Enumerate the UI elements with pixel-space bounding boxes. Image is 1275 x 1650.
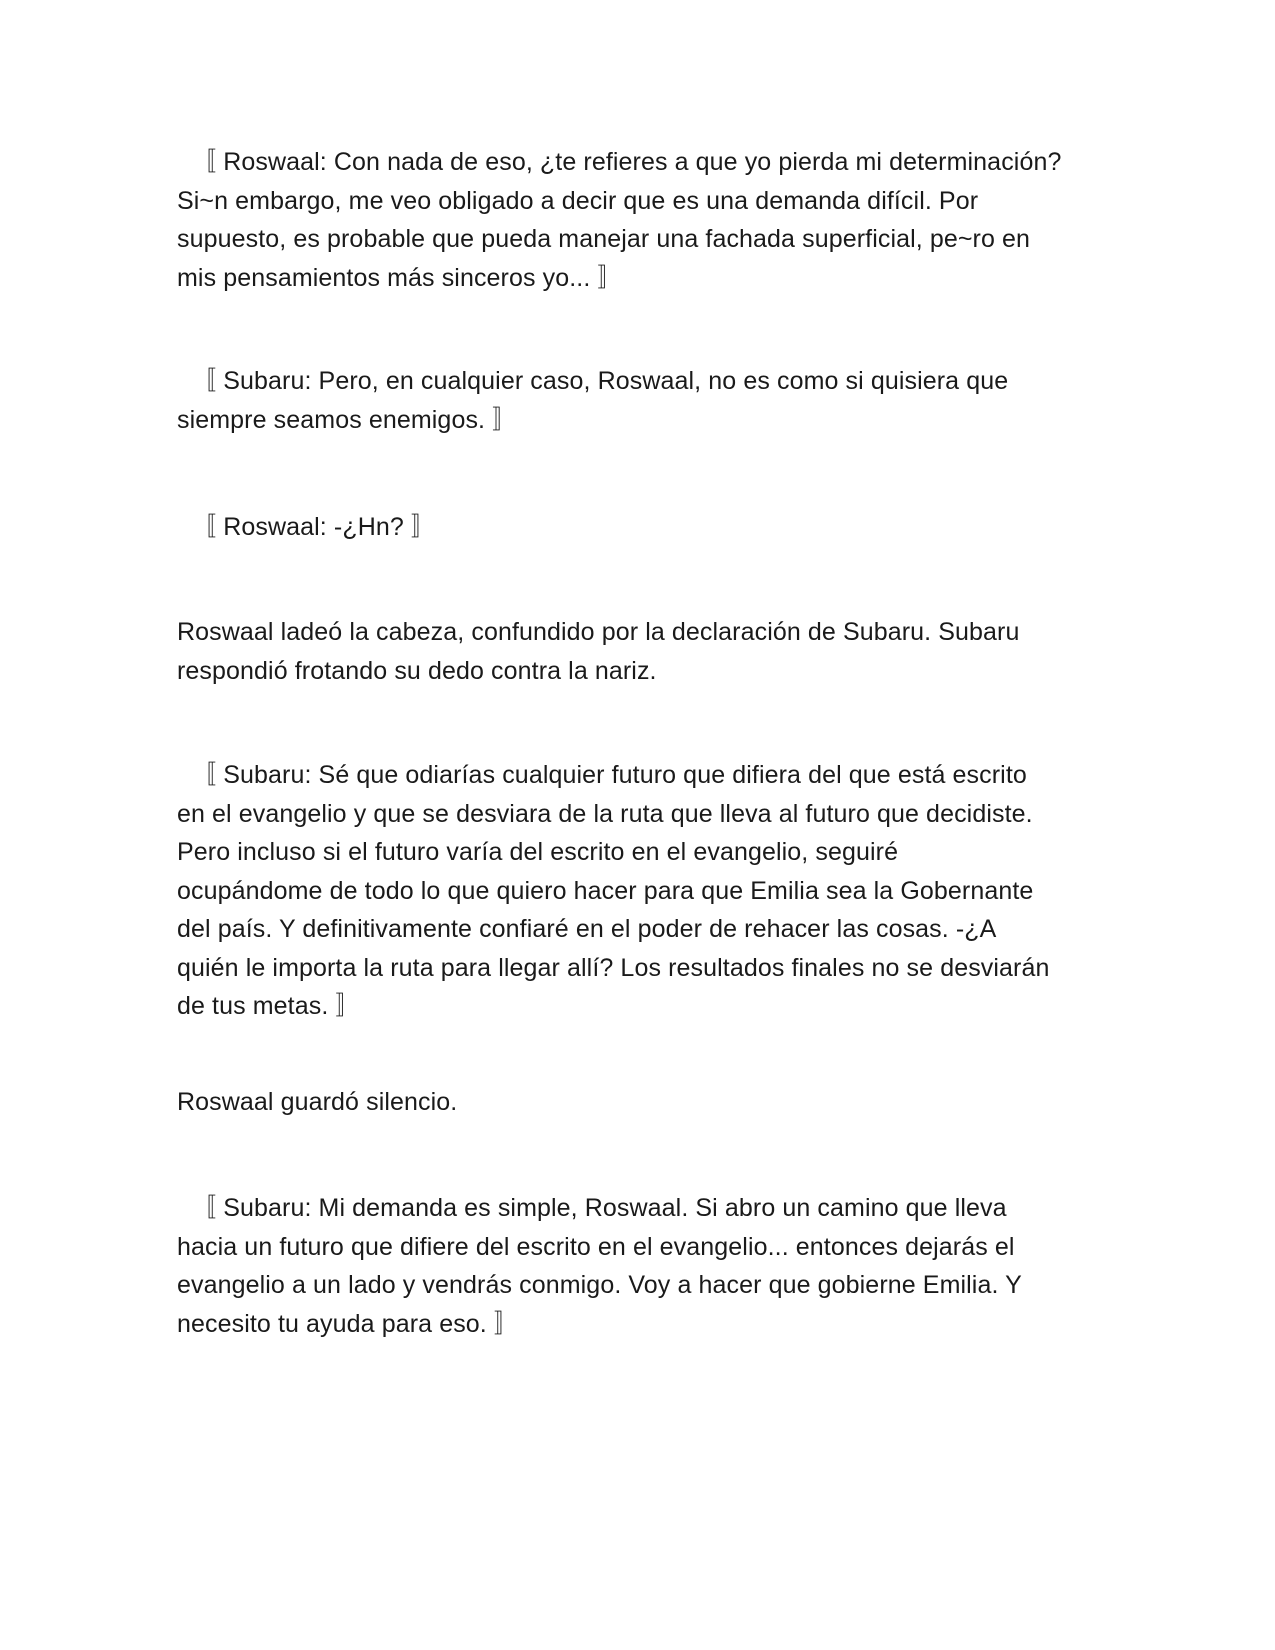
text-line: 〚 Subaru: Mi demanda es simple, Roswaal. Si abro un camino que lleva xyxy=(177,1194,1007,1222)
text-line: 〚 Roswaal: -¿Hn? 〛 xyxy=(177,513,437,541)
text-line: hacia un futuro que difiere del escrito en el evangelio... entonces dejarás el xyxy=(177,1232,1015,1261)
text-line: 〚 Subaru: Sé que odiarías cualquier futuro que difiera del que está escrito xyxy=(177,761,1027,789)
text-line: Roswaal guardó silencio. xyxy=(177,1088,458,1116)
text-line: Pero incluso si el futuro varía del escrito en el evangelio, seguiré xyxy=(177,838,899,866)
text-line: necesito tu ayuda para eso. 〛 xyxy=(177,1309,519,1338)
text-line: 〚 Subaru: Pero, en cualquier caso, Roswaal, no es como si quisiera que xyxy=(177,367,1009,395)
text-line: respondió frotando su dedo contra la nariz. xyxy=(177,656,657,685)
paragraph-subaru-gospel xyxy=(177,756,1107,1026)
text-line: 〚 Roswaal: Con nada de eso, ¿te refieres a que yo pierda mi determinación? xyxy=(177,148,1062,176)
text-line: quién le importa la ruta para llegar allí? Los resultados finales no se desviarán xyxy=(177,953,1050,982)
text-line: siempre seamos enemigos. 〛 xyxy=(177,405,518,434)
text-line: evangelio a un lado y vendrás conmigo. Voy a hacer que gobierne Emilia. Y xyxy=(177,1271,1022,1299)
paragraph-subaru-demand xyxy=(177,1189,1107,1343)
paragraph-narration-confused xyxy=(177,613,1107,690)
paragraph-roswaal-determination xyxy=(177,143,1107,297)
text-line: del país. Y definitivamente confiaré en el poder de rehacer las cosas. -¿A xyxy=(177,915,997,943)
text-line: Roswaal ladeó la cabeza, confundido por la declaración de Subaru. Subaru xyxy=(177,618,1020,646)
text-line: mis pensamientos más sinceros yo... 〛 xyxy=(177,263,623,292)
text-line: supuesto, es probable que pueda manejar una fachada superficial, pe~ro en xyxy=(177,225,1031,253)
paragraph-subaru-enemies xyxy=(177,362,1107,439)
paragraph-roswaal-hn xyxy=(177,508,1107,547)
text-line: Si~n embargo, me veo obligado a decir que es una demanda difícil. Por xyxy=(177,186,979,215)
text-line: de tus metas. 〛 xyxy=(177,992,361,1020)
text-line: en el evangelio y que se desviara de la ruta que lleva al futuro que decidiste. xyxy=(177,799,1033,828)
paragraph-narration-silence xyxy=(177,1083,1107,1122)
text-line: ocupándome de todo lo que quiero hacer para que Emilia sea la Gobernante xyxy=(177,876,1034,905)
